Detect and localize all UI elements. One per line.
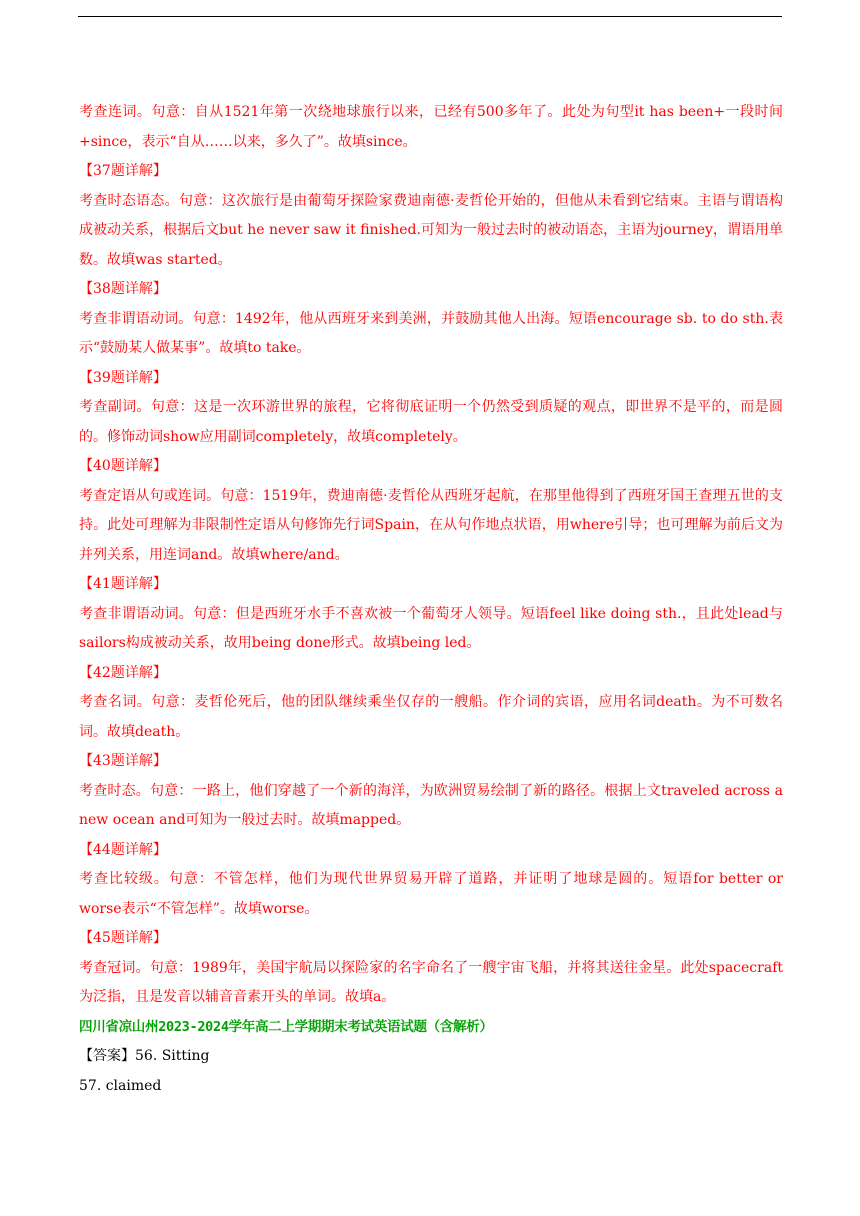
explanation-45-heading: 【45题详解】 <box>79 930 167 946</box>
explanation-37-text: 考查时态语态。句意：这次旅行是由葡萄牙探险家费迪南德·麦哲伦开始的，但他从未看到它结束。主语与谓语构成被动关系，根据后文but he never saw it finished.可知为一般过去时的被动语态，主语为journey，谓语用单数。故填was started。 <box>79 192 783 268</box>
explanation-39-heading: 【39题详解】 <box>79 369 167 386</box>
explanation-39-text: 考查副词。句意：这是一次环游世界的旅程，它将彻底证明一个仍然受到质疑的观点，即世界不是平的，而是圆的。修饰动词show应用副词completely，故填completely。 <box>79 399 783 445</box>
explanation-38-heading: 【38题详解】 <box>79 281 167 297</box>
header-rule <box>78 16 782 17</box>
answer-line: 【答案】56. Sitting <box>79 1048 210 1064</box>
explanation-38-text: 考查非谓语动词。句意：1492年，他从西班牙来到美洲，并鼓励其他人出海。短语encourage sb. to do sth.表示“鼓励某人做某事”。故填to take。 <box>79 310 783 356</box>
explanation-36-text: 考查连词。句意：自从1521年第一次绕地球旅行以来，已经有500多年了。此处为句型it has been+一段时间+since，表示“自从……以来，多久了”。故填since。 <box>79 104 783 150</box>
exam-source-title: 四川省凉山州2023-2024学年高二上学期期末考试英语试题（含解析） <box>79 1018 493 1035</box>
explanation-43-text: 考查时态。句意：一路上，他们穿越了一个新的海洋，为欧洲贸易绘制了新的路径。根据上文traveled across a new ocean and可知为一般过去时。故填mapped。 <box>79 782 783 828</box>
explanation-37-heading: 【37题详解】 <box>79 163 167 179</box>
explanation-42-heading: 【42题详解】 <box>79 664 167 681</box>
explanation-41-heading: 【41题详解】 <box>79 576 167 592</box>
answer-line-2: 57. claimed <box>79 1077 162 1094</box>
explanation-45-text: 考查冠词。句意：1989年，美国宇航局以探险家的名字命名了一艘宇宙飞船，并将其送往金星。此处spacecraft为泛指，且是发音以辅音音素开头的单词。故填a。 <box>79 959 783 1005</box>
explanation-43-heading: 【43题详解】 <box>79 753 167 769</box>
explanation-40-heading: 【40题详解】 <box>79 458 167 474</box>
explanation-44-heading: 【44题详解】 <box>79 841 167 858</box>
document-body <box>79 98 783 1101</box>
explanation-44-text: 考查比较级。句意：不管怎样，他们为现代世界贸易开辟了道路，并证明了地球是圆的。短语for better or worse表示“不管怎样”。故填worse。 <box>79 871 783 917</box>
explanation-42-text: 考查名词。句意：麦哲伦死后，他的团队继续乘坐仅存的一艘船。作介词的宾语，应用名词death。为不可数名词。故填death。 <box>79 694 783 740</box>
explanation-40-text: 考查定语从句或连词。句意：1519年，费迪南德·麦哲伦从西班牙起航，在那里他得到了西班牙国王查理五世的支持。此处可理解为非限制性定语从句修饰先行词Spain，在从句作地点状语，用where引导；也可理解为前后文为并列关系，用连词and。故填where/and。 <box>79 487 783 563</box>
explanation-41-text: 考查非谓语动词。句意：但是西班牙水手不喜欢被一个葡萄牙人领导。短语feel like doing sth.，且此处lead与sailors构成被动关系，故用being done形式。故填being led。 <box>79 605 783 651</box>
